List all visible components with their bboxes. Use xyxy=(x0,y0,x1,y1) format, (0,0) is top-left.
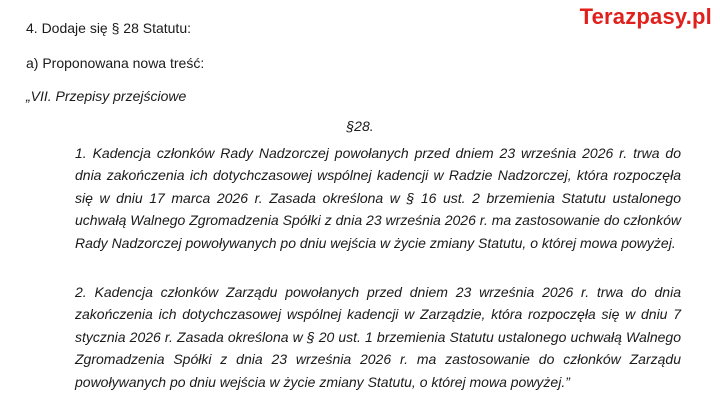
paragraph-2: 2. Kadencja członków Zarządu powołanych przed dniem 23 września 2026 r. trwa do dnia zakończenia ich dotychczasowej wspólnej kadencji w Zarządzie, która rozpoczęła się w dniu 7 stycznia 2026 r. Zasada określona w § 20 ust. 1 brzemienia Statutu ustalonego uchwałą Walnego Zgromadzenia Spółki z dnia 23 września 2026 r. ma zastosowanie do członków Zarządu powoływanych po dniu wejścia w życie zmiany Statutu, o której mowa powyżej.” xyxy=(75,284,681,390)
chapter-title: „VII. Przepisy przejściowe xyxy=(26,88,187,104)
paragraph-1: 1. Kadencja członków Rady Nadzorczej powołanych przed dniem 23 września 2026 r. trwa do dnia zakończenia ich dotychczasowej wspólnej kadencji w Radzie Nadzorczej, która rozpoczęła się w dniu 17 marca 2026 r. Zasada określona w § 16 ust. 2 brzemienia Statutu ustalonego uchwałą Walnego Zgromadzenia Spółki z dnia 23 września 2026 r. ma zastosowanie do członków Rady Nadzorczej powoływanych po dniu wejścia w życie zmiany Statutu, o której mowa powyżej. xyxy=(75,145,681,251)
proposed-text-label: a) Proponowana nowa treść: xyxy=(26,55,205,71)
amendment-heading: 4. Dodaje się § 28 Statutu: xyxy=(26,20,191,36)
watermark-logo: Terazpasy.pl xyxy=(579,4,712,29)
section-number: §28. xyxy=(346,118,374,134)
